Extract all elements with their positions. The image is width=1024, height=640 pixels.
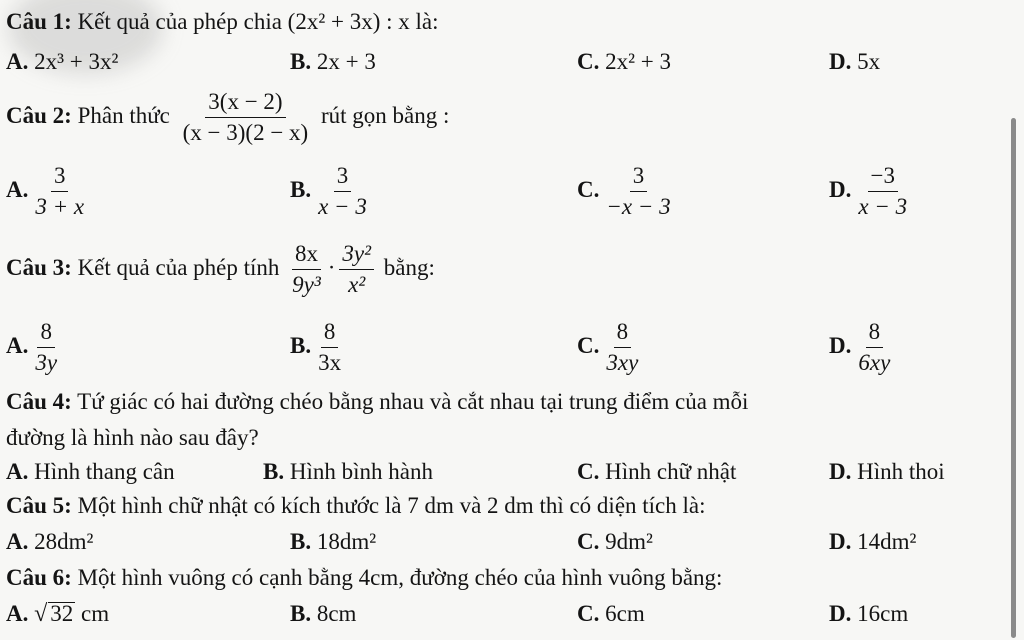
option-d: D. $\frac{8}{6xy}$	[829, 319, 891, 375]
question-1	[6, 8, 438, 36]
question-label: Câu 1:	[6, 9, 72, 34]
option-d: D. $\frac{-3}{x - 3}$	[829, 163, 908, 219]
option-a: A. Hình thang cân	[6, 459, 175, 484]
option-b: B. 8cm	[290, 601, 357, 626]
question-label: Câu 2:	[6, 102, 72, 128]
question-2: Câu 2: Phân thức $\frac{3(x - 2)}{(x - 3)(2 - x)}$ rút gọn bằng :	[6, 89, 450, 145]
option-c: C. 9dm²	[577, 529, 653, 554]
question-label: Câu 5:	[6, 493, 72, 518]
question-label: Câu 6:	[6, 565, 72, 590]
question-text: Một hình vuông có cạnh bằng 4cm, đường chéo của hình vuông bằng:	[77, 565, 723, 590]
question-4-cont: đường là hình nào sau đây?	[6, 425, 259, 450]
option-d: D. Hình thoi	[829, 459, 945, 484]
question-text: Tứ giác có hai đường chéo bằng nhau và cắt nhau tại trung điểm của mỗi	[77, 389, 749, 414]
question-6	[6, 564, 722, 592]
option-c: C. $\frac{8}{3xy}$	[577, 319, 639, 375]
option-d: D. 16cm	[829, 601, 909, 626]
scrollbar[interactable]	[1011, 118, 1016, 638]
sqrt-icon: √	[34, 601, 48, 627]
question-text: Một hình chữ nhật có kích thước là 7 dm và 2 dm thì có diện tích là:	[77, 493, 706, 518]
option-b: B. 2x + 3	[290, 49, 376, 74]
option-d: D. 14dm²	[829, 529, 917, 554]
question-5	[6, 492, 706, 520]
question-label: Câu 4:	[6, 389, 72, 414]
option-b: B. $\frac{8}{3x}$	[290, 319, 342, 375]
option-a: A. 2x³ + 3x²	[6, 49, 119, 74]
question-4	[6, 388, 748, 416]
question-text: Kết quả của phép chia (2x² + 3x) : x là:	[77, 9, 439, 34]
question-label: Câu 3:	[6, 254, 72, 280]
option-a: A. 28dm²	[6, 529, 94, 554]
option-b: B. $\frac{3}{x - 3}$	[290, 163, 367, 219]
option-c: C. Hình chữ nhật	[577, 459, 737, 484]
option-d: D. 5x	[829, 49, 881, 74]
fraction: $\frac{3(x - 2)}{(x - 3)(2 - x)}$	[182, 89, 309, 145]
option-c: C. 2x² + 3	[577, 49, 671, 74]
fraction: $\frac{8x}{\text{9y³}}$	[292, 241, 321, 297]
question-text: Phân thức	[77, 102, 170, 128]
option-c: C. $\frac{3}{-x - 3}$	[577, 163, 671, 219]
question-3: Câu 3: Kết quả của phép tính $\frac{8x}{\text{9y³}}$ · $\frac{\text{3y²}}{\text{x²}}$ bằng:	[6, 241, 435, 297]
option-a: A. $\frac{3}{3 + x}$	[6, 163, 85, 219]
option-a: A. $\frac{8}{3y}$	[6, 319, 58, 375]
option-b: B. 18dm²	[290, 529, 377, 554]
question-text: Kết quả của phép tính	[77, 254, 280, 280]
fraction: $\frac{\text{3y²}}{\text{x²}}$	[339, 240, 374, 299]
option-c: C. 6cm	[577, 601, 645, 626]
option-b: B. Hình bình hành	[263, 459, 433, 484]
option-a: A. √ 32 cm	[6, 601, 110, 627]
